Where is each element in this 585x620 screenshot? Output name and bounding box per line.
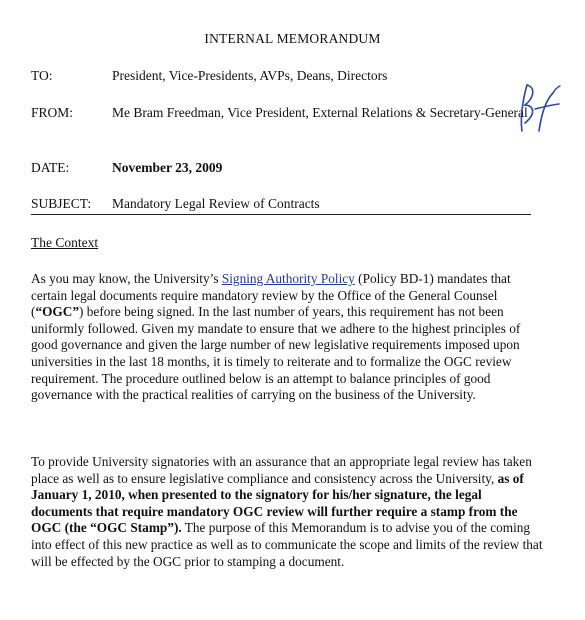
paragraph-1 <box>31 271 543 404</box>
section-heading: The Context <box>31 235 99 250</box>
from-label: FROM: <box>31 105 74 120</box>
to-label: TO: <box>31 68 53 83</box>
p2-text-1: To provide University signatories with an assurance that an appropriate legal review has taken place as well as to ensure legislative compliance and consistency across the University, <box>31 454 532 486</box>
header-divider <box>31 214 531 215</box>
paragraph-2 <box>31 454 543 570</box>
subject-label: SUBJECT: <box>31 196 92 211</box>
from-value: Me Bram Freedman, Vice President, External Relations & Secretary-General <box>112 105 528 120</box>
handwritten-initials <box>513 79 561 134</box>
p2-bold-text: as of January 1, 2010, when presented to the signatory for his/her signature, the legal documents that require mandatory OGC review will further require a stamp from the OGC (the “OGC Stamp”). <box>31 470 524 536</box>
p1-bold-ogc: “OGC” <box>35 304 80 320</box>
signing-authority-policy-link[interactable]: Signing Authority Policy <box>221 271 355 286</box>
memo-title: INTERNAL MEMORANDUM <box>204 31 381 46</box>
p1-text-2: (Policy BD-1) mandates that certain legal documents require mandatory review by the Office of the General Counsel ( <box>31 271 511 320</box>
date-value: November 23, 2009 <box>112 160 223 175</box>
p2-text-2: The purpose of this Memorandum is to advise you of the coming into effect of this new practice as well as to communicate the scope and limits of the review that will be effected by the OGC prior to stamping a document. <box>31 520 543 569</box>
to-value: President, Vice-Presidents, AVPs, Deans, Directors <box>112 68 388 83</box>
subject-value: Mandatory Legal Review of Contracts <box>112 196 320 211</box>
p1-text-3: ) before being signed. In the last number of years, this requirement has not been uniformly followed. Given my mandate to ensure that we adhere to the highest principles of good governance and given the large number of new legislative requirements imposed upon universities in the last 18 months, it is timely to reiterate and to formalize the OGC review requirement. The procedure outlined below is an attempt to balance principles of good governance with the practical realities of carrying on the business of the University. <box>31 304 521 403</box>
p1-text-1: As you may know, the University’s <box>31 271 222 286</box>
date-label: DATE: <box>31 160 70 175</box>
